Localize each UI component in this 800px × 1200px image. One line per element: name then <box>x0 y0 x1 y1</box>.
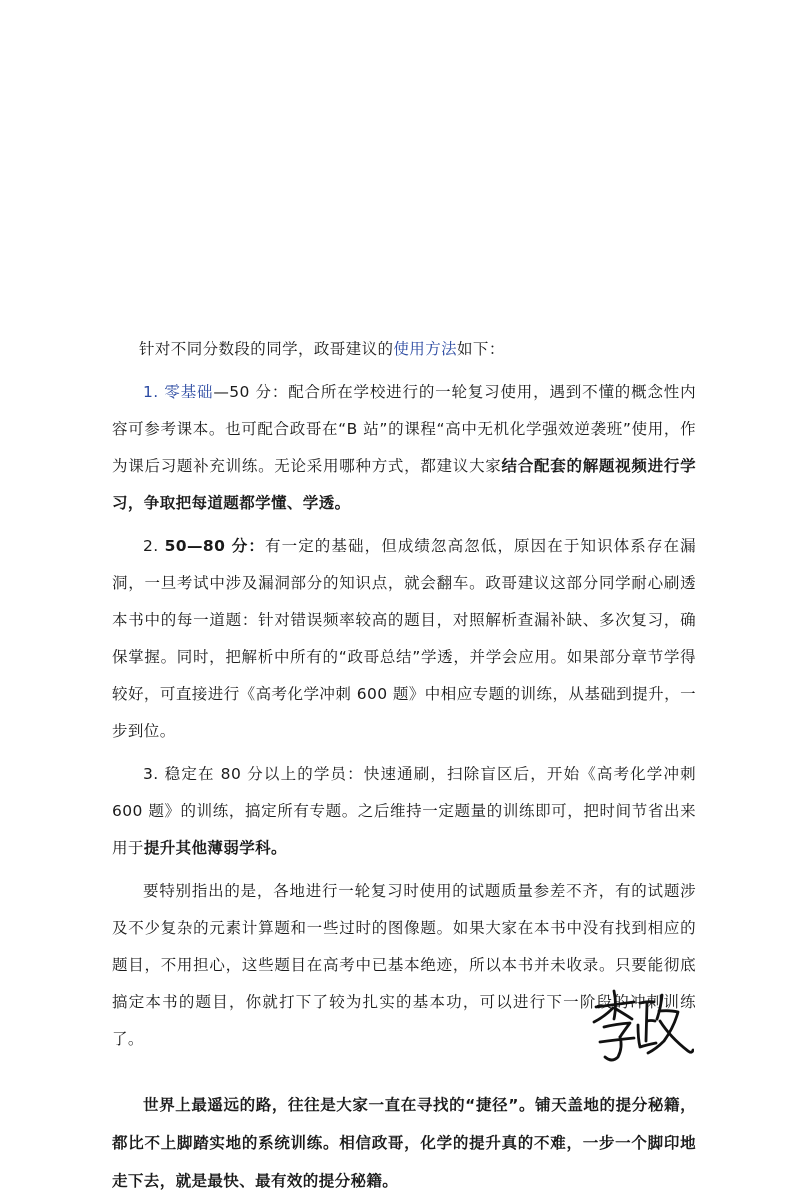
item-1-range: —50 分： <box>213 383 289 401</box>
item-1-zero-basis <box>112 374 696 522</box>
page-content <box>112 330 696 1200</box>
item-1-text: 配合所在学校进行的一轮复习使用，遇到不懂的概念性内容可参考课本。也可配合政哥在“B 站”的课程“高中无机化学强效逆袭班”使用，作为课后习题补充训练。无论采用哪种方式，都建议大家 <box>112 383 696 475</box>
closing-paragraph: 世界上最遥远的路，往往是大家一直在寻找的“捷径”。铺天盖地的提分秘籍，都比不上脚踏实地的系统训练。相信政哥，化学的提升真的不难，一步一个脚印地走下去，就是最快、最有效的提分秘籍。 <box>112 1096 696 1190</box>
item-2-text: 有一定的基础，但成绩忽高忽低，原因在于知识体系存在漏洞，一旦考试中涉及漏洞部分的知识点，就会翻车。政哥建议这部分同学耐心刷透本书中的每一道题：针对错误频率较高的题目，对照解析查漏补缺、多次复习，确保掌握。同时，把解析中所有的“政哥总结”学透，并学会应用。如果部分章节学得较好，可直接进行《高考化学冲刺 600 题》中相应专题的训练，从基础到提升，一步到位。 <box>112 537 696 740</box>
item-2-range: 50—80 分： <box>164 537 265 555</box>
intro-highlight: 使用方法 <box>393 340 458 358</box>
item-1-bold-text: 结合配套的解题视频进行学习，争取把每道题都学懂、学透。 <box>112 457 696 512</box>
signature <box>590 985 694 1067</box>
item-2-number: 2. <box>143 537 165 555</box>
item-1-label: 零基础 <box>164 383 214 401</box>
item-3-number: 3. <box>143 765 165 783</box>
special-note-paragraph: 要特别指出的是，各地进行一轮复习时使用的试题质量参差不齐，有的试题涉及不少复杂的元素计算题和一些过时的图像题。如果大家在本书中没有找到相应的题目，不用担心，这些题目在高考中已基本绝迹，所以本书并未收录。只要能彻底搞定本书的题目，你就打下了较为扎实的基本功，可以进行下一阶段的冲刺训练了。 <box>112 882 696 1048</box>
item-3-text: 稳定在 80 分以上的学员：快速通刷，扫除盲区后，开始《高考化学冲刺 600 题》的训练，搞定所有专题。之后维持一定题量的训练即可，把时间节省出来用于 <box>112 765 696 857</box>
item-2-50-80 <box>112 528 696 750</box>
item-1-number: 1. <box>143 383 165 401</box>
intro-paragraph <box>139 330 696 368</box>
intro-post: 如下： <box>457 340 505 358</box>
item-3-bold-text: 提升其他薄弱学科。 <box>143 839 287 857</box>
intro-pre: 针对不同分数段的同学，政哥建议的 <box>139 340 394 358</box>
item-3-above-80 <box>112 756 696 867</box>
